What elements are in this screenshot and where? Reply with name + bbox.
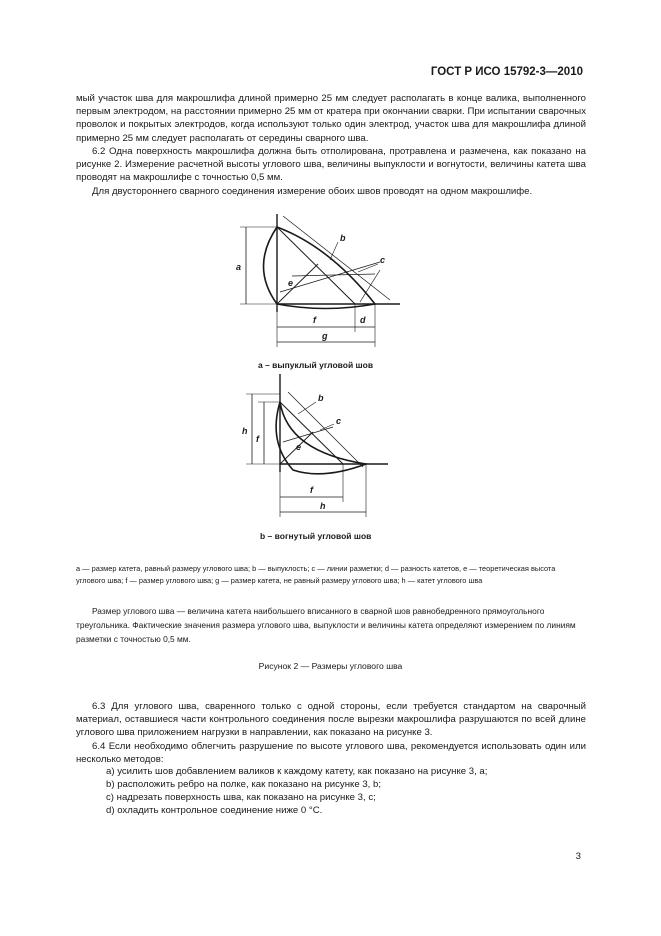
page-number: 3 — [575, 851, 581, 862]
label-c: c — [380, 255, 386, 265]
leader-b — [298, 402, 316, 414]
caption-convex-weld: a – выпуклый угловой шов — [258, 360, 374, 370]
figure-convex-fillet-weld — [230, 212, 410, 352]
label-e: e — [288, 278, 294, 288]
list-item-method-c: c) надрезать поверхность шва, как показано на рисунке 3, c; — [106, 792, 376, 803]
label-g: g — [322, 331, 328, 341]
paragraph-6-3: 6.3 Для углового шва, сваренного только с одной стороны, если требуется стандартом на сварочный материал, оставшиеся части контрольного соединения после вырезки макрошлифа разрушаются по всей длине углового шва приложением нагрузки в направлении, как показано на рисунке 3. — [76, 701, 586, 739]
throat-line — [277, 264, 318, 304]
list-item-method-d: d) охладить контрольное соединение ниже 0 °C. — [106, 805, 323, 816]
marking-line-c2 — [280, 262, 380, 292]
figure-concave-fillet-weld — [238, 372, 388, 522]
paragraph-6-2: 6.2 Одна поверхность макрошлифа должна быть отполирована, протравлена и размечена, как показано на рисунке 2. Измерение расчетной высоты углового шва, величины выпуклости и вогнутости, величины катета шва проводят на макрошлифе с точностью 0,5 мм. — [76, 146, 586, 184]
leader-b — [330, 242, 338, 260]
label-f-vertical: f — [256, 434, 259, 444]
label-f: f — [313, 315, 316, 325]
convex-weld-face — [264, 227, 376, 309]
concave-weld-face — [276, 402, 366, 474]
label-d: d — [360, 315, 366, 325]
label-b: b — [340, 233, 346, 243]
paragraph-6-2-double-sided: Для двустороннего сварного соединения измерение обоих швов проводят на одном макрошлифе. — [92, 186, 533, 197]
label-e: e — [296, 442, 302, 452]
figure-legend: a — размер катета, равный размеру углового шва; b — выпуклость; c — линии разметки; d — разность катетов, e — теоретическая высота углового шва; f — размер углового шва; g — размер катета, не равный размеру углового шва; h — катет углового шва — [76, 564, 556, 585]
label-a: a — [236, 262, 242, 272]
list-item-method-a: a) усилить шов добавлением валиков к каждому катету, как показано на рисунке 3, a; — [106, 766, 488, 777]
label-h-horizontal: h — [320, 501, 326, 511]
paragraph-6-1-continued: мый участок шва для макрошлифа длиной примерно 25 мм следует располагать в конце валика, выполненного первым электродом, на расстоянии примерно 25 мм от кратера при окончании сварки. При испытании сварочных проволок и покрытых электродов, когда используют только один электрод, участок шва для макрошлифа длиной примерно 25 мм следует располагать от середины сварного шва. — [76, 93, 586, 144]
label-h-vertical: h — [242, 426, 248, 436]
figure-note: Размер углового шва — величина катета наибольшего вписанного в сварной шов равнобедренного прямоугольного треугольника. Фактические значения размера углового шва, выпуклости и величины катета определяют измерением по линиям разметки с точностью 0,5 мм. — [76, 606, 576, 644]
caption-concave-weld: b – вогнутый угловой шов — [260, 531, 372, 541]
label-b: b — [318, 393, 324, 403]
paragraph-6-4: 6.4 Если необходимо облегчить разрушение по высоте углового шва, рекомендуется использовать один или несколько методов: — [76, 741, 586, 766]
label-c: c — [336, 416, 342, 426]
marking-line-c1 — [283, 216, 390, 300]
document-header: ГОСТ Р ИСО 15792-3—2010 — [430, 66, 583, 78]
figure-title: Рисунок 2 — Размеры углового шва — [258, 661, 403, 671]
list-item-method-b: b) расположить ребро на полке, как показано на рисунке 3, b; — [106, 779, 382, 790]
label-f-horizontal: f — [310, 485, 313, 495]
